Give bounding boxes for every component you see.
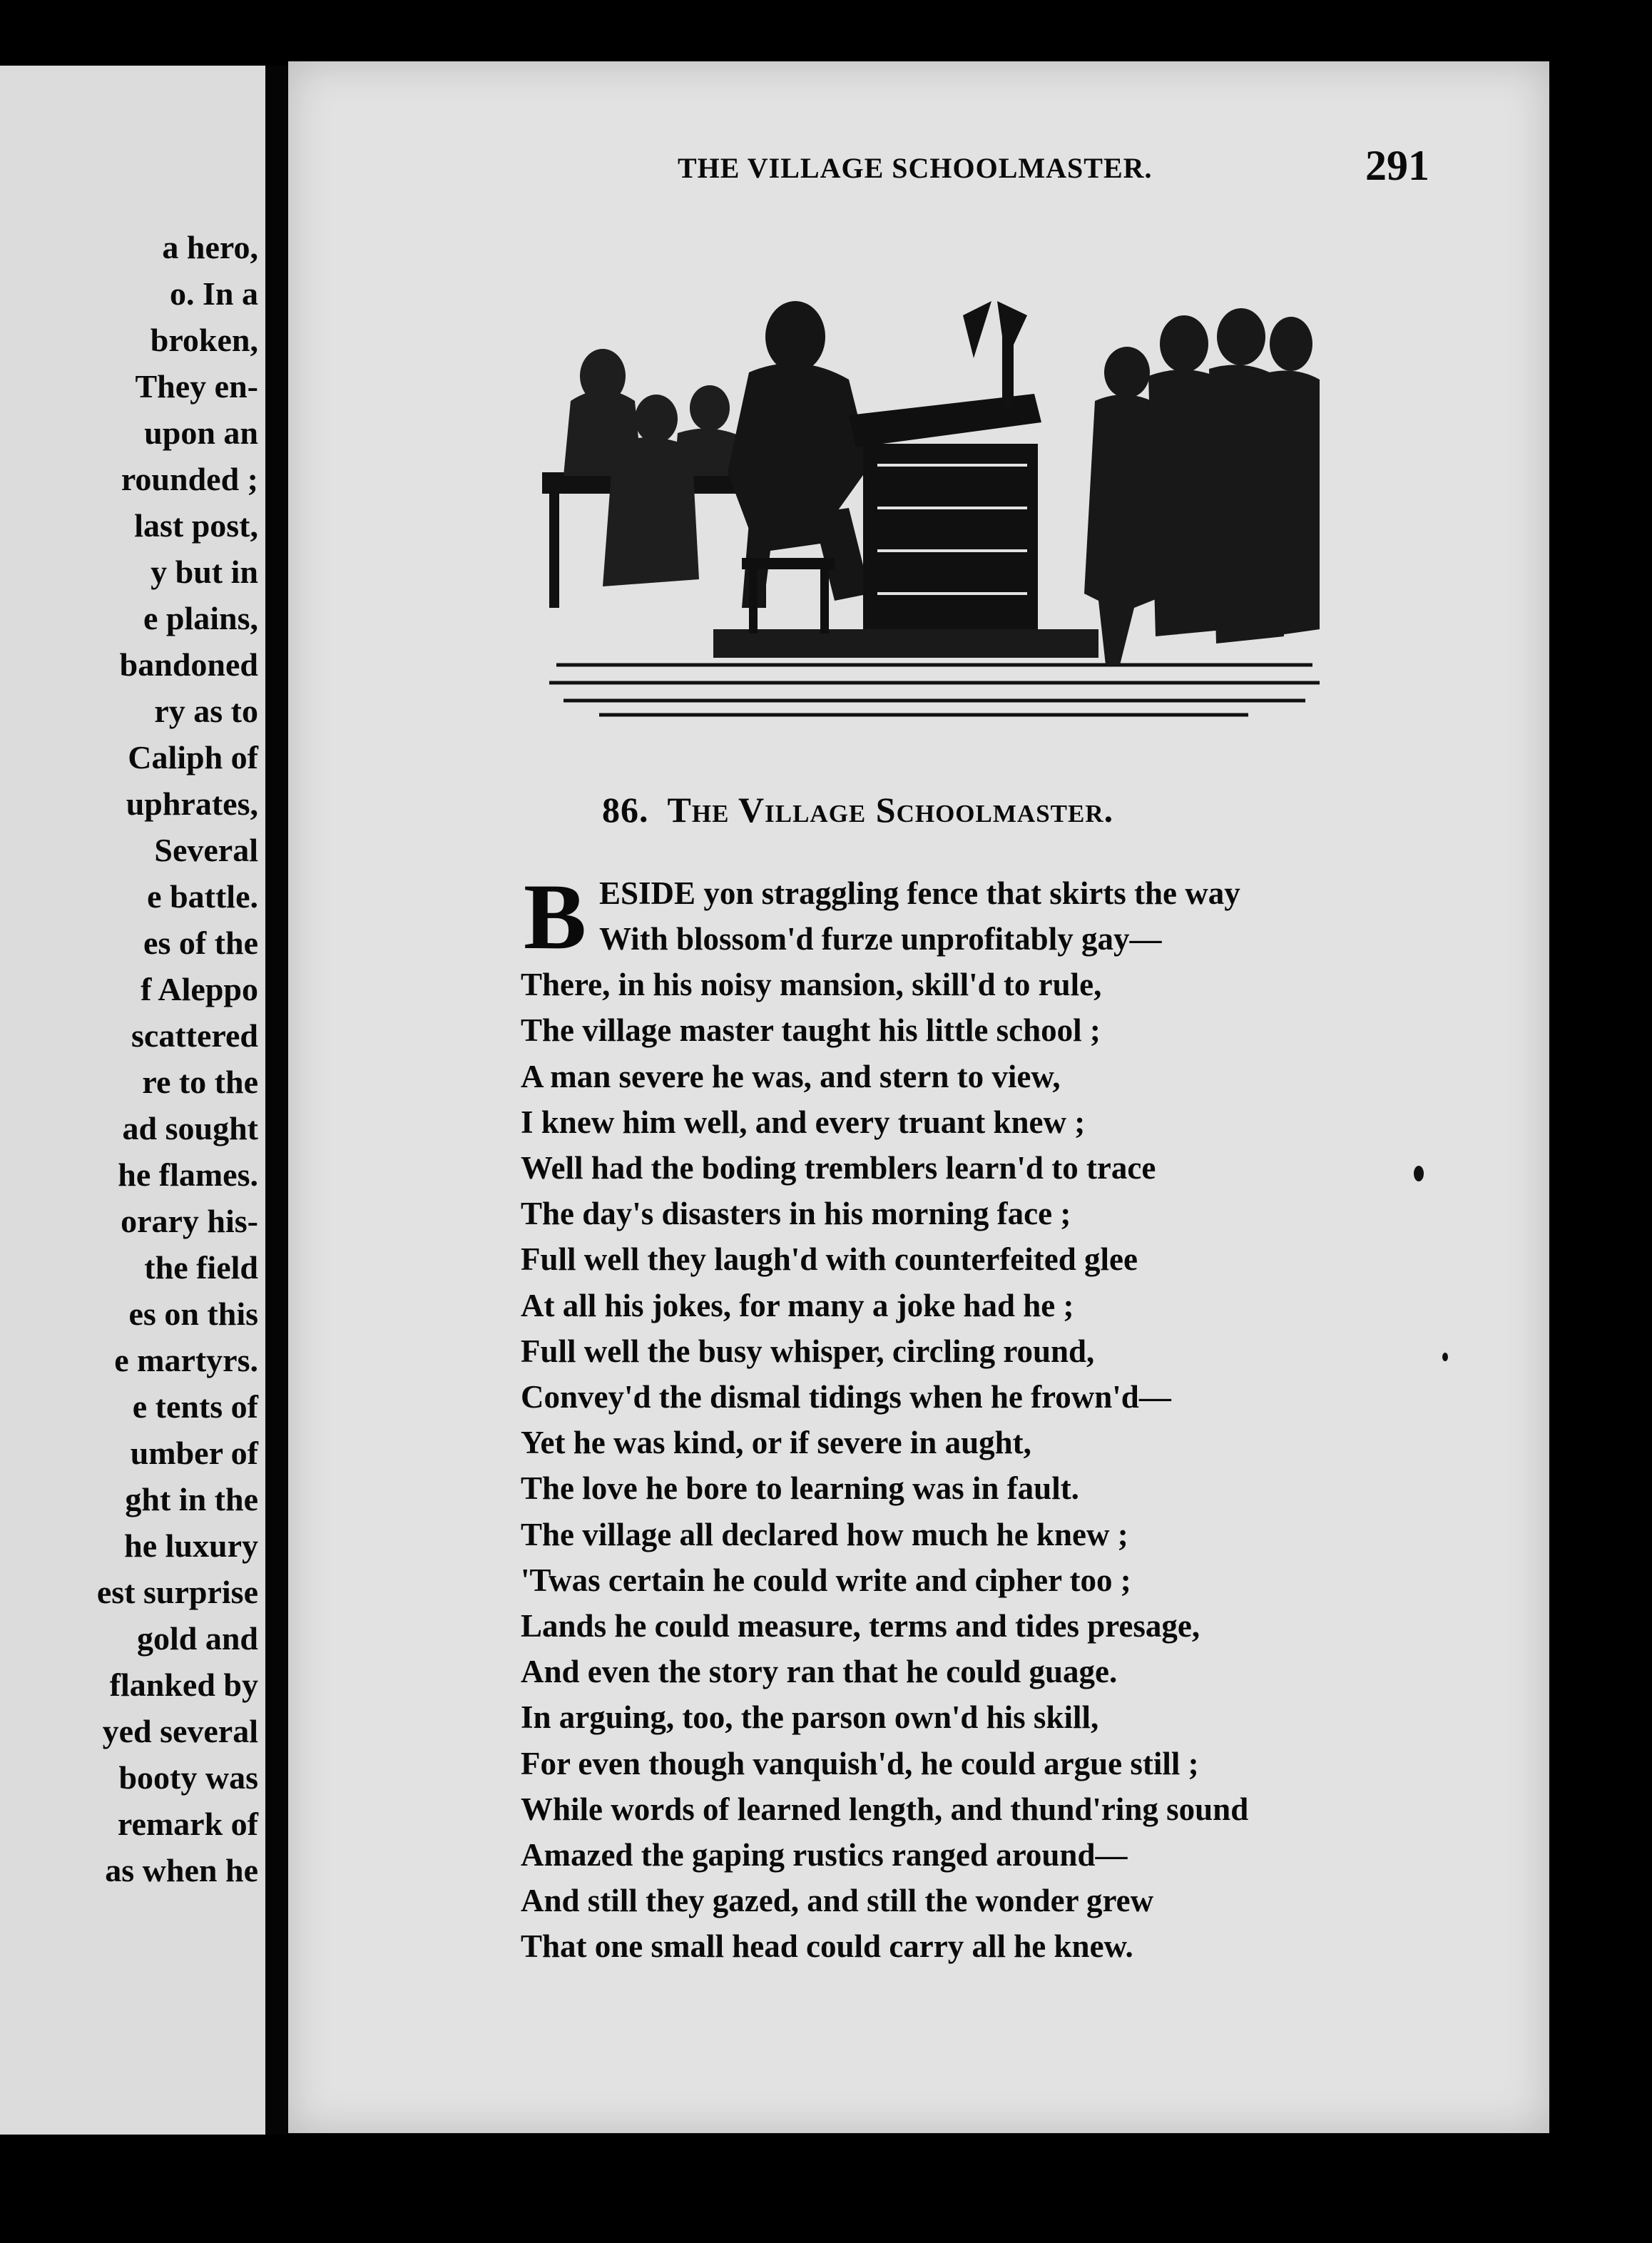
poem-body: [521, 870, 1240, 916]
lesson-title: The Village Schoolmaster.: [667, 790, 1114, 830]
running-head: THE VILLAGE SCHOOLMASTER.: [678, 152, 1153, 184]
previous-page-line: e battle.: [147, 878, 258, 915]
drop-cap-letter: B: [524, 864, 587, 969]
previous-page-line: the field: [144, 1249, 258, 1286]
lesson-heading: [602, 789, 1113, 830]
poem-line: I knew him well, and every truant knew ;: [521, 1104, 1086, 1140]
previous-page-line: remark of: [117, 1806, 258, 1842]
previous-page-line: gold and: [136, 1620, 258, 1657]
current-page: [288, 61, 1549, 2133]
poem-line: Convey'd the dismal tidings when he frown'd—: [521, 1379, 1171, 1415]
poem-line: 'Twas certain he could write and cipher too ;: [521, 1562, 1131, 1598]
poem-line: Amazed the gaping rustics ranged around—: [521, 1837, 1128, 1873]
poem-line: The love he bore to learning was in fault.: [521, 1470, 1079, 1507]
previous-page-line: last post,: [134, 507, 258, 544]
poem-line: And still they gazed, and still the wonder grew: [521, 1883, 1154, 1919]
poem-line: Full well the busy whisper, circling round,: [521, 1333, 1095, 1369]
previous-page-line: They en-: [135, 368, 258, 405]
poem-line: The day's disasters in his morning face ;: [521, 1196, 1071, 1232]
previous-page-line: he luxury: [124, 1527, 258, 1564]
poem-line: A man severe he was, and stern to view,: [521, 1058, 1061, 1094]
previous-page-line: f Aleppo: [141, 971, 258, 1007]
previous-page-line: e plains,: [143, 600, 258, 636]
previous-page-line: e tents of: [132, 1388, 258, 1425]
previous-page-line: rounded ;: [121, 461, 258, 497]
poem-line: There, in his noisy mansion, skill'd to rule,: [521, 967, 1102, 1003]
previous-page-text: [97, 224, 258, 1893]
poem-line: At all his jokes, for many a joke had he ;: [521, 1287, 1074, 1323]
previous-page-line: flanked by: [109, 1667, 258, 1703]
previous-page-line: o. In a: [170, 275, 258, 312]
schoolroom-woodcut-illustration: [535, 294, 1327, 722]
previous-page-line: uphrates,: [126, 785, 258, 822]
previous-page-line: broken,: [150, 322, 258, 358]
previous-page-line: es of the: [143, 925, 258, 961]
lesson-number: 86.: [602, 790, 649, 830]
previous-page-line: upon an: [144, 414, 258, 451]
previous-page: [0, 66, 265, 2135]
poem-line: That one small head could carry all he knew.: [521, 1928, 1133, 1965]
previous-page-line: Several: [154, 832, 258, 868]
poem-line: And even the story ran that he could guage.: [521, 1654, 1118, 1690]
poem-line: Yet he was kind, or if severe in aught,: [521, 1425, 1031, 1461]
previous-page-line: booty was: [118, 1759, 258, 1796]
poem-line: With blossom'd furze unprofitably gay—: [599, 921, 1162, 957]
previous-page-line: a hero,: [162, 229, 258, 265]
previous-page-line: y but in: [151, 554, 258, 590]
previous-page-line: as when he: [105, 1852, 258, 1888]
poem-line: The village all declared how much he knew ;: [521, 1516, 1128, 1552]
previous-page-line: yed several: [102, 1713, 258, 1749]
previous-page-line: ad sought: [122, 1110, 258, 1146]
poem-continuation: [521, 916, 1248, 1970]
previous-page-line: orary his-: [121, 1203, 258, 1239]
ink-speck: [1442, 1353, 1448, 1361]
previous-page-line: e martyrs.: [114, 1342, 258, 1378]
book-gutter: [265, 66, 288, 2135]
previous-page-line: est surprise: [96, 1574, 258, 1610]
previous-page-line: bandoned: [119, 646, 258, 683]
poem-line: For even though vanquish'd, he could argue still ;: [521, 1745, 1199, 1781]
previous-page-line: ry as to: [154, 693, 258, 729]
poem-line: While words of learned length, and thund'ring sound: [521, 1791, 1249, 1827]
previous-page-line: ght in the: [125, 1481, 258, 1517]
previous-page-line: re to the: [142, 1064, 258, 1100]
poem-line: In arguing, too, the parson own'd his skill,: [521, 1699, 1099, 1736]
poem-line: Lands he could measure, terms and tides presage,: [521, 1608, 1200, 1644]
page-number: 291: [1365, 142, 1429, 189]
poem-line: The village master taught his little school ;: [521, 1012, 1101, 1049]
poem-line: ESIDE yon straggling fence that skirts the way: [599, 875, 1240, 911]
previous-page-line: umber of: [130, 1435, 258, 1471]
poem-line: Full well they laugh'd with counterfeited glee: [521, 1241, 1138, 1278]
previous-page-line: es on this: [128, 1296, 258, 1332]
previous-page-line: scattered: [131, 1017, 258, 1054]
previous-page-line: Caliph of: [128, 739, 258, 775]
poem-line: Well had the boding tremblers learn'd to trace: [521, 1150, 1156, 1186]
previous-page-line: he flames.: [118, 1156, 258, 1193]
ink-speck: [1414, 1166, 1424, 1181]
